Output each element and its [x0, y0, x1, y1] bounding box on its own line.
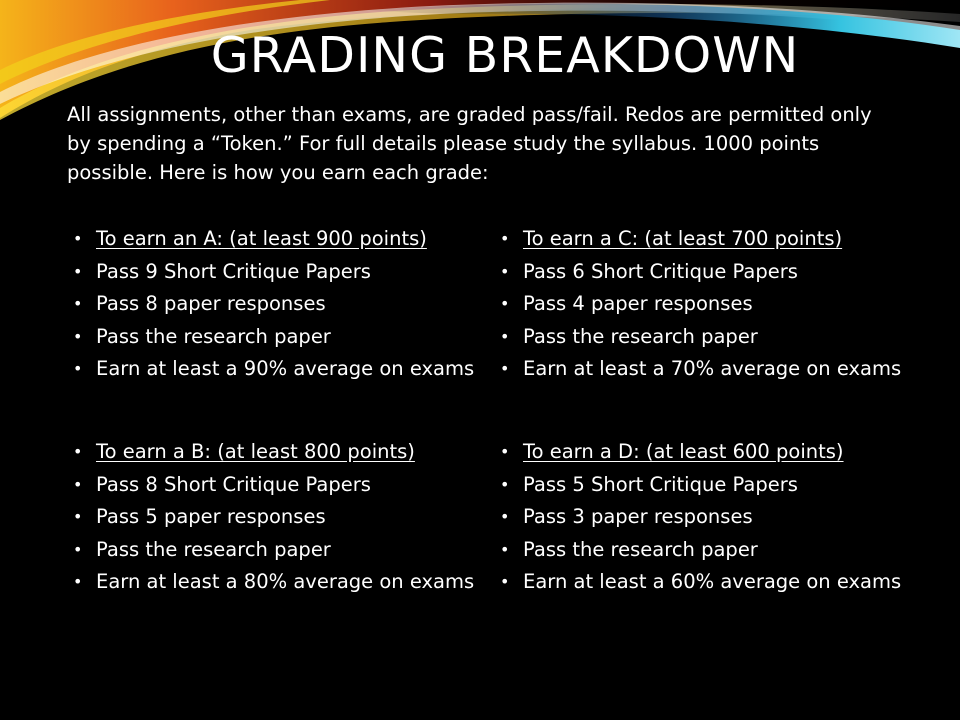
- list-item: [71, 359, 481, 379]
- list-item: [71, 259, 481, 283]
- bullet-icon: •: [500, 359, 510, 378]
- bullet-icon: •: [73, 442, 83, 461]
- grade-d-heading-text: To earn a D: (at least 600 points): [523, 440, 844, 463]
- requirement-text: Earn at least a 80% average on exams: [96, 570, 475, 593]
- list-item: [71, 537, 481, 561]
- grade-a-heading: [71, 229, 481, 249]
- list-item: [498, 507, 908, 527]
- list-item: [498, 359, 908, 379]
- grade-c-heading: [498, 229, 908, 249]
- grade-d-list: [498, 442, 908, 592]
- bullet-icon: •: [73, 507, 83, 526]
- bullet-icon: •: [73, 539, 83, 559]
- list-item: [71, 507, 481, 527]
- intro-paragraph: All assignments, other than exams, are graded pass/fail. Redos are permitted only by spending a “Token.” For full details please study the syllabus. 1000 points possible. Here is how you earn each grade:: [67, 103, 872, 184]
- list-item: [71, 294, 481, 314]
- requirement-text: Pass the research paper: [523, 324, 758, 348]
- grade-d-section: [498, 442, 908, 605]
- bullet-icon: •: [500, 294, 510, 313]
- requirement-text: Pass 9 Short Critique Papers: [96, 259, 371, 283]
- requirement-text: Pass 3 paper responses: [523, 505, 753, 528]
- bullet-icon: •: [500, 539, 510, 559]
- requirement-text: Earn at least a 70% average on exams: [523, 357, 902, 380]
- bullet-icon: •: [500, 442, 510, 461]
- bullet-icon: •: [500, 474, 510, 494]
- grade-c-section: [498, 229, 908, 392]
- requirement-text: Pass the research paper: [96, 324, 331, 348]
- requirement-text: Pass 8 Short Critique Papers: [96, 472, 371, 496]
- requirement-text: Pass 8 paper responses: [96, 292, 326, 315]
- grade-a-section: [71, 229, 481, 392]
- bullet-icon: •: [73, 261, 83, 281]
- bullet-icon: •: [500, 572, 510, 591]
- bullet-icon: •: [73, 294, 83, 313]
- bullet-icon: •: [500, 229, 510, 248]
- grade-c-heading-text: To earn a C: (at least 700 points): [523, 227, 843, 250]
- bullet-icon: •: [500, 507, 510, 526]
- requirement-text: Pass 6 Short Critique Papers: [523, 259, 798, 283]
- grade-a-heading-text: To earn an A: (at least 900 points): [96, 227, 427, 250]
- grade-b-list: [71, 442, 481, 592]
- grade-d-heading: [498, 442, 908, 462]
- bullet-icon: •: [500, 261, 510, 281]
- list-item: [498, 537, 908, 561]
- grade-b-heading-text: To earn a B: (at least 800 points): [96, 440, 415, 463]
- slide-title: GRADING BREAKDOWN: [210, 27, 800, 84]
- list-item: [498, 259, 908, 283]
- list-item: [71, 572, 481, 592]
- bullet-icon: •: [73, 326, 83, 346]
- list-item: [498, 572, 908, 592]
- requirement-text: Pass 5 paper responses: [96, 505, 326, 528]
- grade-a-list: [71, 229, 481, 379]
- requirement-text: Pass 4 paper responses: [523, 292, 753, 315]
- requirement-text: Pass the research paper: [523, 537, 758, 561]
- bullet-icon: •: [500, 326, 510, 346]
- requirement-text: Earn at least a 60% average on exams: [523, 570, 902, 593]
- grade-b-heading: [71, 442, 481, 462]
- requirement-text: Pass the research paper: [96, 537, 331, 561]
- bullet-icon: •: [73, 572, 83, 591]
- list-item: [498, 324, 908, 348]
- list-item: [71, 472, 481, 496]
- grade-b-section: [71, 442, 481, 605]
- list-item: [71, 324, 481, 348]
- grade-c-list: [498, 229, 908, 379]
- list-item: [498, 472, 908, 496]
- bullet-icon: •: [73, 474, 83, 494]
- requirement-text: Earn at least a 90% average on exams: [96, 357, 475, 380]
- list-item: [498, 294, 908, 314]
- requirement-text: Pass 5 Short Critique Papers: [523, 472, 798, 496]
- bullet-icon: •: [73, 229, 83, 248]
- bullet-icon: •: [73, 359, 83, 378]
